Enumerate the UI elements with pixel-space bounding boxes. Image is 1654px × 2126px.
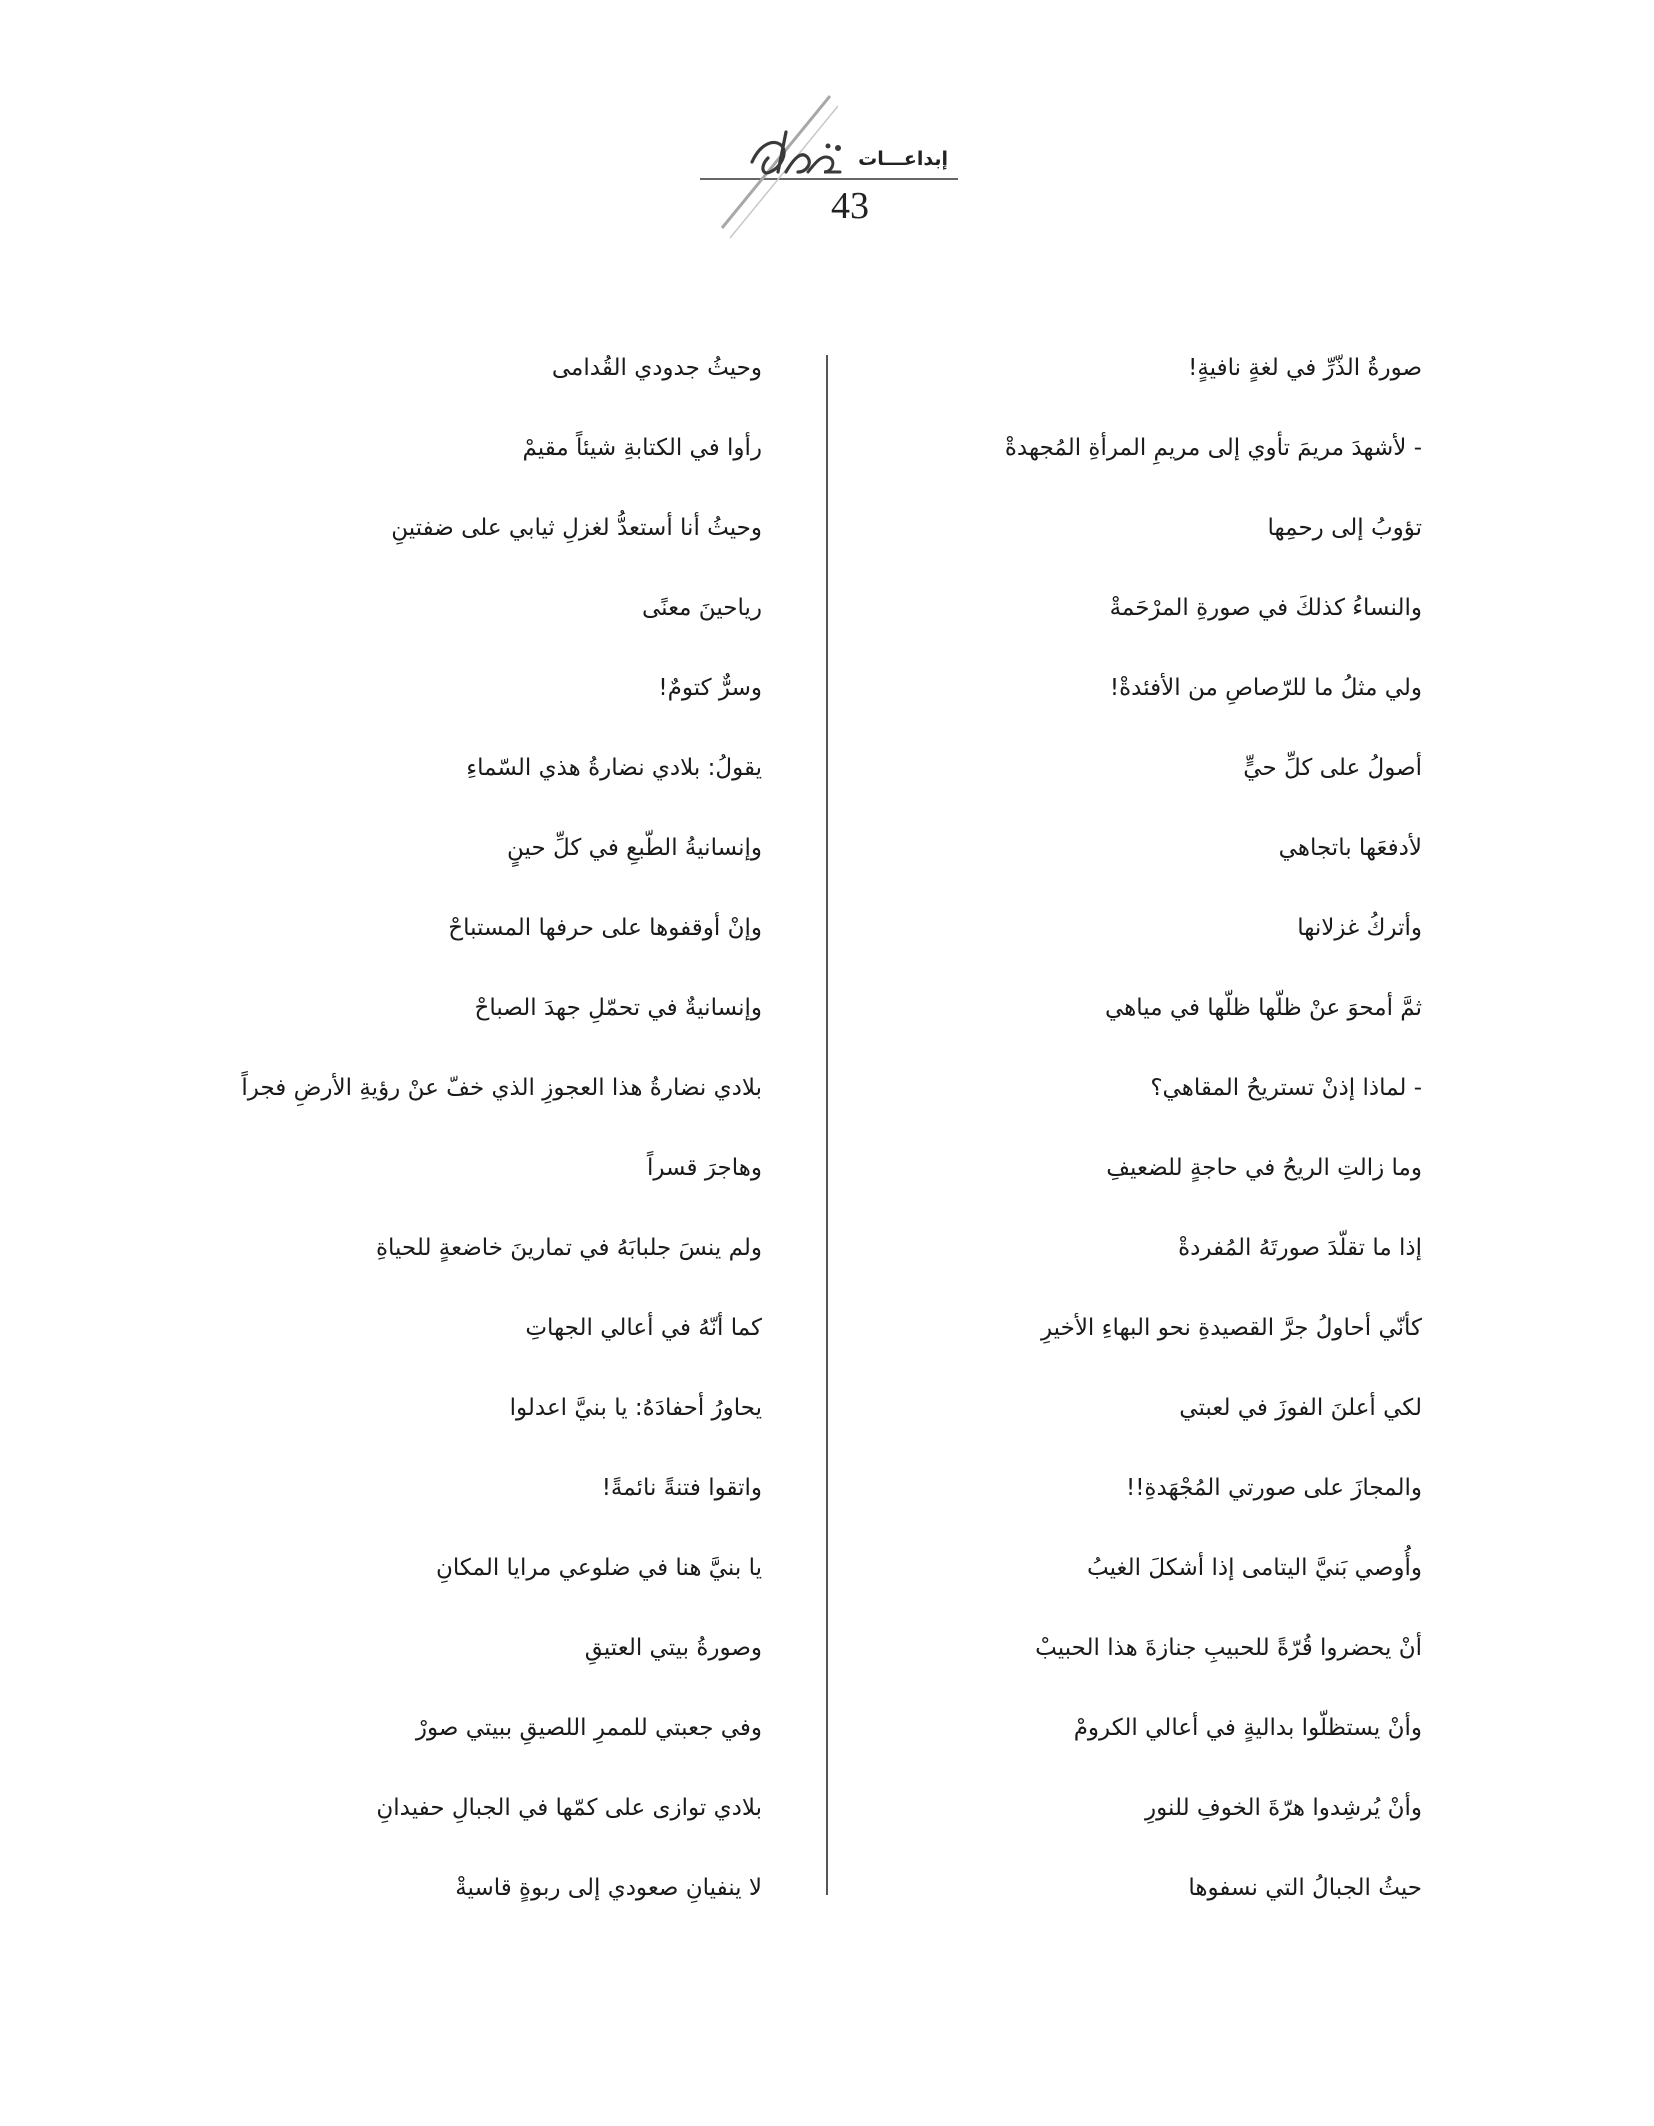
verse-line: صورةُ الذّرِّ في لغةٍ نافيةٍ!: [1188, 355, 1422, 381]
verse-line: لكي أعلنَ الفوزَ في لعبتي: [1179, 1395, 1422, 1421]
page-header: [690, 88, 990, 288]
verse-line: وحيثُ أنا أستعدُّ لغزلِ ثيابي على ضفتينِ: [391, 515, 762, 541]
verse-line: وإنسانيةٌ في تحمّلِ جهدَ الصباحْ: [474, 995, 762, 1021]
verse-line: وإنْ أوقفوها على حرفها المستباحْ: [448, 915, 762, 941]
verse-line: وفي جعبتي للممرِ اللصيقِ ببيتي صورْ: [415, 1715, 762, 1741]
verse-line: رياحينَ معنًى: [641, 595, 762, 621]
verse-line: واتقوا فتنةً نائمةً!: [601, 1475, 762, 1501]
verse-line: إذا ما تقلّدَ صورتَهُ المُفردةْ: [1178, 1235, 1422, 1261]
verse-line: حيثُ الجبالُ التي نسفوها: [1188, 1875, 1422, 1901]
column-divider: [826, 355, 828, 1895]
verse-line: بلادي نضارةُ هذا العجوزِ الذي خفّ عنْ رؤيةِ الأرضِ فجراً: [241, 1075, 762, 1101]
poem-right-column: [960, 344, 1430, 1944]
verse-line: وهاجرَ قسراً: [646, 1155, 762, 1181]
verse-line: لأدفعَها باتجاهي: [1278, 835, 1422, 861]
section-label: إبداعـــات: [858, 148, 948, 170]
verse-line: - لأشهدَ مريمَ تأوي إلى مريمِ المرأةِ المُجهدةْ: [1004, 435, 1422, 461]
verse-line: كما أنّهُ في أعالي الجهاتِ: [525, 1315, 762, 1341]
verse-line: بلادي توازى على كمّها في الجبالِ حفيدانِ: [376, 1795, 762, 1821]
verse-line: يقولُ: بلادي نضارةُ هذي السّماءِ: [466, 755, 762, 781]
verse-line: أصولُ على كلِّ حيٍّ: [1243, 755, 1422, 781]
verse-line: وصورةُ بيتي العتيقِ: [584, 1635, 762, 1661]
verse-line: والنساءُ كذلكَ في صورةِ المرْحَمةْ: [1109, 595, 1422, 621]
verse-line: ولم ينسَ جلبابَهُ في تمارينَ خاضعةٍ للحياةِ: [375, 1235, 762, 1261]
verse-line: رأوا في الكتابةِ شيئاً مقيمْ: [522, 435, 762, 461]
verse-line: يا بنيَّ هنا في ضلوعي مرايا المكانِ: [435, 1555, 762, 1581]
verse-line: وأُوصي بَنيَّ اليتامى إذا أشكلَ الغيبُ: [1087, 1555, 1422, 1581]
verse-line: كأنّي أحاولُ جرَّ القصيدةِ نحو البهاءِ الأخيرِ: [1040, 1315, 1422, 1341]
verse-line: ولي مثلُ ما للرّصاصِ من الأفئدةْ!: [1109, 675, 1422, 701]
verse-line: والمجازَ على صورتي المُجْهَدةِ!!: [1125, 1475, 1422, 1501]
verse-line: وأتركُ غزلانها: [1297, 915, 1422, 941]
page-number: 43: [831, 185, 869, 227]
verse-line: وحيثُ جدودي القُدامى: [551, 355, 762, 381]
verse-line: وإنسانيةُ الطّبعِ في كلِّ حينٍ: [507, 835, 762, 861]
verse-line: وسرٌّ كتومٌ!: [658, 675, 762, 701]
verse-line: وأنْ يستظلّوا بداليةٍ في أعالي الكرومْ: [1073, 1715, 1422, 1741]
poem-left-column: [170, 344, 770, 1944]
verse-line: أنْ يحضروا قُرّةً للحبيبِ جنازةَ هذا الحبيبْ: [1035, 1635, 1422, 1661]
verse-line: يحاورُ أحفادَهُ: يا بنيَّ اعدلوا: [509, 1395, 762, 1421]
verse-line: لا ينفيانِ صعودي إلى ربوةٍ قاسيةْ: [455, 1875, 762, 1901]
verse-line: تؤوبُ إلى رحمِها: [1267, 515, 1422, 541]
verse-line: - لماذا إذنْ تستريحُ المقاهي؟: [1150, 1075, 1422, 1101]
verse-line: ثمَّ أمحوَ عنْ ظلّها ظلّها في مياهي: [1104, 995, 1422, 1021]
verse-line: وما زالتِ الريحُ في حاجةٍ للضعيفِ: [1106, 1155, 1422, 1181]
verse-line: وأنْ يُرشِدوا هرّةَ الخوفِ للنورِ: [1145, 1795, 1422, 1821]
